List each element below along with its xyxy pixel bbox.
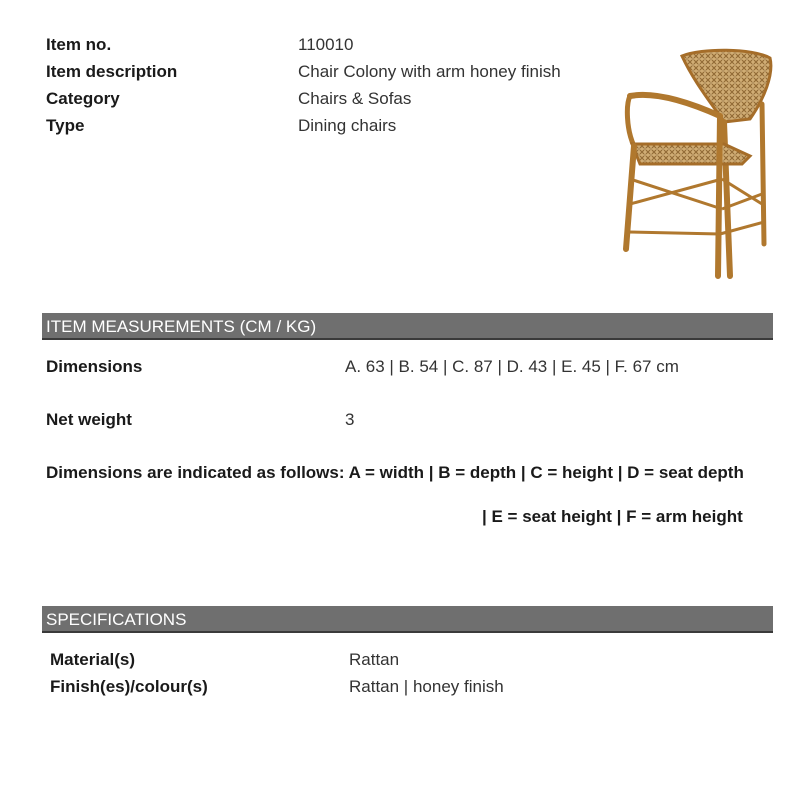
- finish-label: Finish(es)/colour(s): [50, 677, 208, 696]
- category-value: Chairs & Sofas: [298, 89, 412, 108]
- dimensions-note-line2: | E = seat height | F = arm height: [482, 507, 743, 526]
- net-weight-label: Net weight: [46, 410, 132, 429]
- material-value: Rattan: [349, 650, 400, 669]
- dimensions-label: Dimensions: [46, 357, 143, 376]
- measurements-section-header: ITEM MEASUREMENTS (CM / KG): [42, 313, 773, 340]
- type-label: Type: [46, 116, 85, 135]
- item-description-value: Chair Colony with arm honey finish: [298, 62, 561, 81]
- item-no-value: 110010: [298, 35, 354, 54]
- chair-back: [682, 50, 771, 122]
- specifications-section-header: SPECIFICATIONS: [42, 606, 773, 633]
- type-value: Dining chairs: [298, 116, 397, 135]
- net-weight-value: 3: [345, 410, 355, 429]
- product-image-chair: [612, 44, 782, 284]
- item-description-label: Item description: [46, 62, 178, 81]
- finish-value: Rattan | honey finish: [349, 677, 504, 696]
- item-no-label: Item no.: [46, 35, 112, 54]
- chair-seat: [632, 144, 750, 164]
- dimensions-note-line1: Dimensions are indicated as follows: A = width | B = depth | C = height | D = seat depth: [46, 463, 744, 482]
- material-label: Material(s): [50, 650, 136, 669]
- dimensions-value: A. 63 | B. 54 | C. 87 | D. 43 | E. 45 | F. 67 cm: [345, 357, 679, 376]
- category-label: Category: [46, 89, 120, 108]
